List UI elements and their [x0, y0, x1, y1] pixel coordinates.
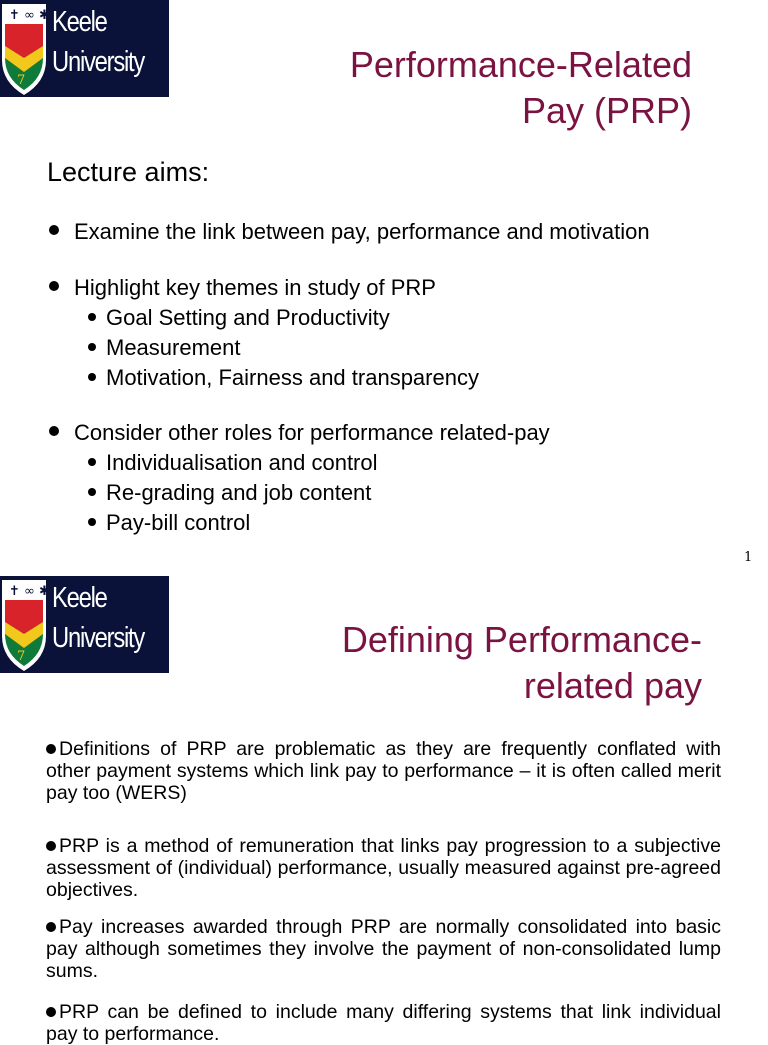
paragraph-bullet-dot	[46, 841, 56, 851]
sub-bullet-dot	[88, 488, 96, 496]
paragraph-bullet-dot	[46, 744, 56, 754]
sub-bullet-item: Re-grading and job content	[106, 480, 372, 505]
logo-text-keele: Keele	[52, 6, 107, 38]
sub-bullet-item: Measurement	[106, 335, 241, 360]
sub-bullet-item: Goal Setting and Productivity	[106, 305, 390, 330]
definition-paragraph: PRP is a method of remuneration that links pay progression to a subjective assessment of (individual) performance, usually measured against pre-agreed objectives.	[46, 835, 721, 901]
sub-bullet-dot	[88, 313, 96, 321]
sub-bullet-dot	[88, 458, 96, 466]
sub-bullet-dot	[88, 373, 96, 381]
sub-bullet-item: Motivation, Fairness and transparency	[106, 365, 479, 390]
keele-university-logo	[0, 0, 169, 97]
logo-text-keele: Keele	[52, 582, 107, 614]
definition-paragraph: PRP can be defined to include many differing systems that link individual pay to performance.	[46, 1001, 721, 1045]
keele-university-logo	[0, 576, 169, 673]
svg-text:7: 7	[17, 73, 26, 88]
logo-text-university: University	[52, 46, 145, 78]
lecture-aims-heading: Lecture aims:	[47, 157, 210, 187]
paragraph-bullet-dot	[46, 1007, 56, 1017]
paragraph-bullet-dot	[46, 922, 56, 932]
sub-bullet-item: Pay-bill control	[106, 510, 251, 535]
definition-paragraph: Definitions of PRP are problematic as they are frequently conflated with other payment systems which link pay to performance – it is often called merit pay too (WERS)	[46, 738, 721, 804]
university-crest-icon	[0, 576, 50, 673]
svg-text:✝ ∞ ✱: ✝ ∞ ✱	[9, 584, 50, 599]
svg-text:7: 7	[17, 649, 26, 664]
bullet-item: Consider other roles for performance related-pay	[74, 420, 550, 445]
bullet-dot	[49, 426, 59, 436]
slide-1-title: Performance-Related Pay (PRP)	[349, 44, 692, 131]
slide-2	[0, 576, 768, 1045]
sub-bullet-dot	[88, 518, 96, 526]
sub-bullet-item: Individualisation and control	[106, 450, 378, 475]
bullet-item: Examine the link between pay, performance and motivation	[74, 219, 650, 244]
page-number: 1	[744, 550, 753, 565]
logo-text-university: University	[52, 622, 145, 654]
university-crest-icon	[0, 0, 50, 97]
bullet-dot	[49, 281, 59, 291]
slide-2-title: Defining Performance- related pay	[341, 619, 702, 706]
sub-bullet-dot	[88, 343, 96, 351]
definition-paragraph: Pay increases awarded through PRP are normally consolidated into basic pay although sometimes they involve the payment of non-consolidated lump sums.	[46, 916, 721, 982]
bullet-dot	[49, 225, 59, 235]
svg-text:✝ ∞ ✱: ✝ ∞ ✱	[9, 8, 50, 23]
bullet-item: Highlight key themes in study of PRP	[74, 275, 436, 300]
